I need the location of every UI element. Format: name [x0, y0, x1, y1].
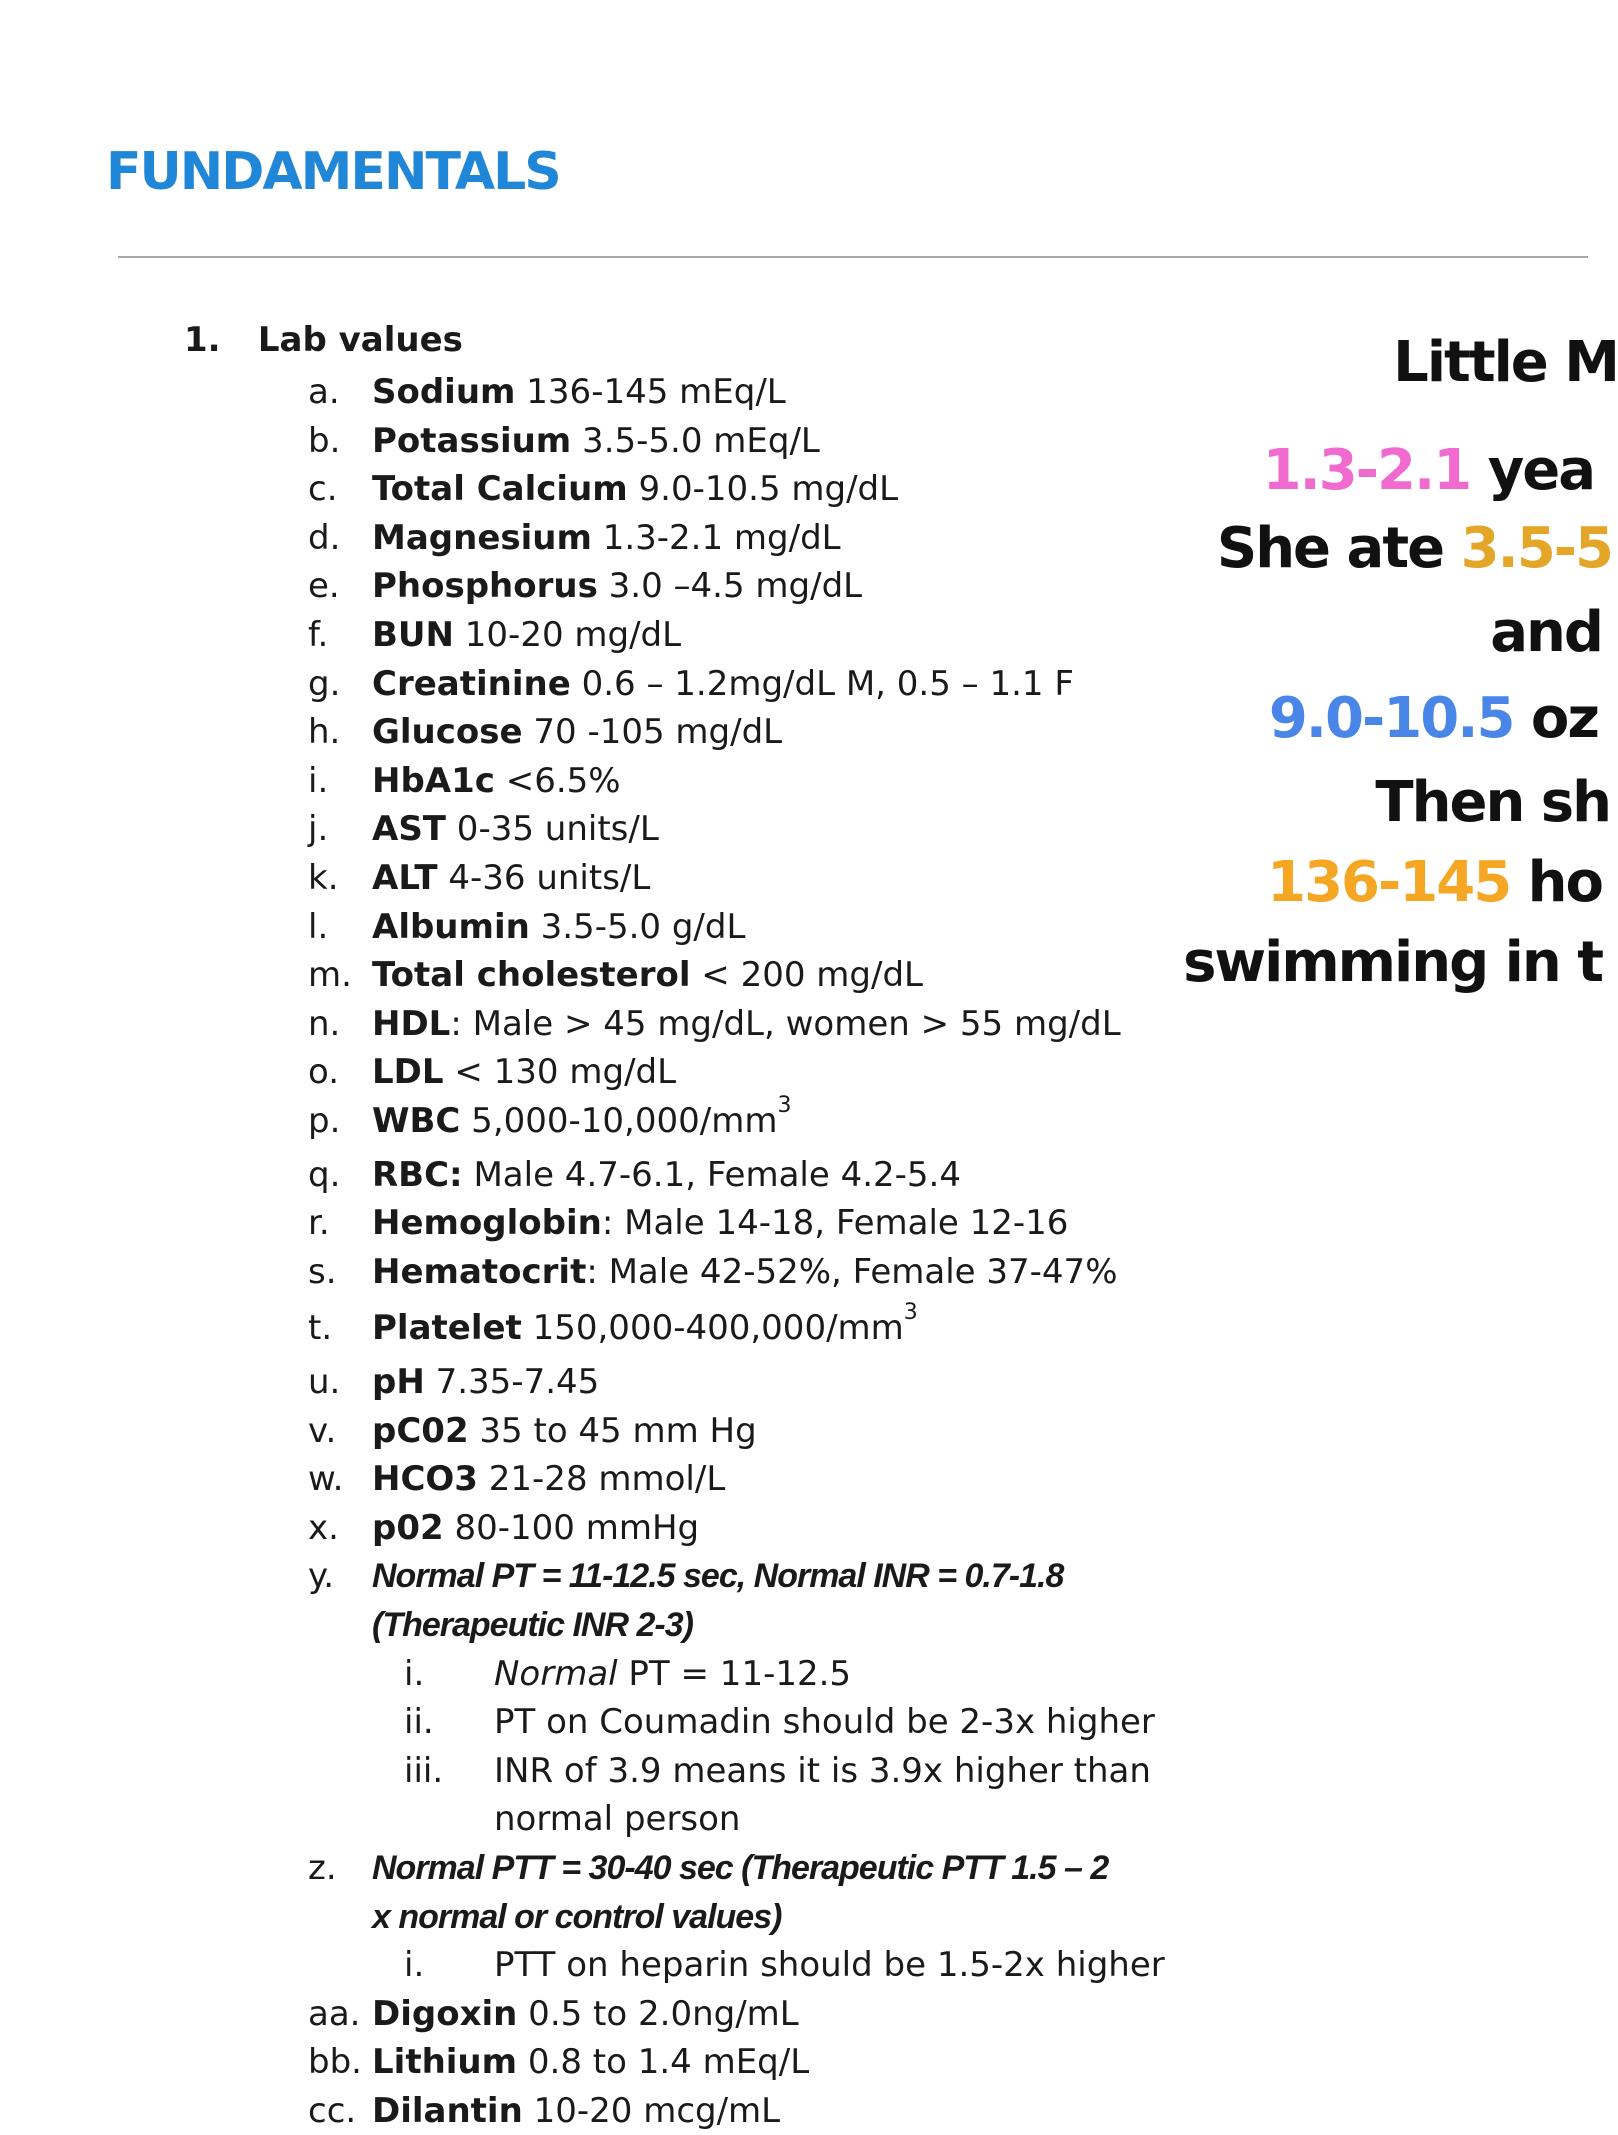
list-text [372, 1000, 1121, 1048]
lab-term: AST [372, 809, 446, 850]
list-text [372, 1093, 792, 1145]
lab-range: : Male 14-18, Female 12-16 [601, 1203, 1069, 1244]
list-marker: d. [308, 517, 341, 558]
list-marker: ii. [404, 1702, 434, 1743]
section-heading [184, 320, 463, 360]
lab-term: Digoxin [372, 1993, 518, 2034]
list-marker: y. [308, 1556, 335, 1597]
list-text [494, 1795, 740, 1843]
mnemonic-text: 9.0-10.5 [1268, 686, 1514, 751]
list-marker: o. [308, 1052, 340, 1093]
lab-term: BUN [372, 615, 454, 655]
lab-range: : Male > 45 mg/dL, women > 55 mg/dL [450, 1003, 1121, 1044]
list-text [372, 1844, 1108, 1892]
sub-text: normal person [494, 1799, 741, 1840]
list-text [494, 1650, 851, 1698]
mnemonic-line [1217, 516, 1612, 581]
mnemonic-text: yea [1470, 438, 1594, 503]
lab-term: Platelet [372, 1308, 522, 1349]
lab-term: Phosphorus [372, 566, 598, 607]
lab-term: Albumin [372, 906, 530, 947]
mnemonic-line [1393, 330, 1618, 395]
list-text [372, 417, 820, 465]
lab-range: : Male 42-52%, Female 37-47% [586, 1251, 1118, 1292]
list-marker: x. [308, 1507, 339, 1548]
list-text [372, 1048, 676, 1096]
list-text [372, 903, 745, 951]
lab-term: RBC: [372, 1154, 463, 1195]
list-text [372, 2087, 780, 2135]
sub-text: PT on Coumadin should be 2-3x higher [494, 1702, 1155, 1743]
lab-term: p02 [372, 1507, 444, 1548]
list-marker: r. [308, 1203, 330, 1244]
lab-term: Sodium [372, 372, 516, 412]
lab-term: pC02 [372, 1410, 469, 1451]
mnemonic-line [1263, 438, 1594, 503]
list-marker: m. [308, 955, 352, 996]
lab-range: 80-100 mmHg [443, 1507, 700, 1548]
mnemonic-text: oz [1513, 686, 1598, 751]
list-text [494, 1698, 1155, 1746]
lab-range: < 200 mg/dL [690, 955, 923, 996]
list-text [372, 514, 841, 562]
lab-term: LDL [372, 1052, 444, 1093]
lab-range: <6.5% [494, 760, 621, 801]
lab-range: 35 to 45 mm Hg [468, 1410, 757, 1451]
list-marker: k. [308, 858, 339, 898]
mnemonic-text: and [1490, 600, 1602, 665]
list-marker: p. [308, 1101, 341, 1141]
list-marker: c. [308, 469, 338, 510]
list-marker: i. [404, 1653, 425, 1694]
list-marker: q. [308, 1154, 341, 1195]
lab-range: 10-20 mg/dL [453, 615, 682, 655]
lab-term: Potassium [372, 420, 572, 461]
list-text [372, 1151, 961, 1199]
ptt-line2: x normal or control values) [372, 1897, 782, 1936]
list-text [372, 2038, 809, 2086]
sub-text: INR of 3.9 means it is 3.9x higher than [494, 1750, 1151, 1791]
lab-range: 9.0-10.5 mg/dL [627, 469, 899, 510]
superscript: 3 [777, 1093, 792, 1118]
list-marker: a. [308, 372, 340, 412]
list-marker: n. [308, 1003, 341, 1044]
list-marker: j. [308, 809, 329, 850]
lab-term: HDL [372, 1003, 451, 1044]
lab-range: 21-28 mmol/L [477, 1459, 726, 1500]
list-text [372, 1407, 757, 1455]
list-text [372, 757, 621, 805]
lab-range: 70 -105 mg/dL [522, 712, 783, 753]
superscript: 3 [903, 1300, 918, 1326]
lab-term: Glucose [372, 712, 523, 753]
lab-term: Hemoglobin [372, 1203, 602, 1244]
lab-range: < 130 mg/dL [443, 1052, 677, 1093]
lab-term: WBC [372, 1101, 461, 1141]
lab-range: Male 4.7-6.1, Female 4.2-5.4 [462, 1154, 961, 1195]
mnemonic-line [1375, 770, 1610, 835]
sub-italic: Normal [494, 1653, 618, 1694]
list-marker: h. [308, 712, 341, 753]
lab-term: Dilantin [372, 2091, 523, 2131]
list-text [372, 465, 898, 513]
list-text [372, 562, 862, 610]
mnemonic-text: swimming in t [1183, 930, 1602, 995]
list-text [372, 1552, 1063, 1600]
list-text [372, 1893, 781, 1941]
list-text [372, 611, 681, 659]
list-marker: iii. [404, 1750, 444, 1791]
mnemonic-text: 1.3-2.1 [1262, 438, 1471, 503]
list-marker: e. [308, 566, 340, 607]
list-text [372, 1990, 799, 2038]
sub-text: PT = 11-12.5 [617, 1653, 852, 1694]
list-text [372, 1601, 693, 1649]
list-marker: cc. [308, 2091, 357, 2131]
lab-range: 150,000-400,000/mm [521, 1308, 904, 1349]
lab-range: 7.35-7.45 [424, 1362, 600, 1402]
page-title: FUNDAMENTALS [106, 142, 560, 202]
list-marker: bb. [308, 2042, 362, 2083]
lab-term: Creatinine [372, 663, 571, 704]
list-text [372, 951, 923, 999]
list-marker: v. [308, 1410, 337, 1451]
list-marker: b. [308, 420, 341, 461]
section-number: 1. [184, 320, 221, 360]
lab-range: 5,000-10,000/mm [460, 1101, 778, 1141]
list-text [494, 1941, 1165, 1989]
lab-range: 136-145 mEq/L [515, 372, 786, 412]
list-text [372, 1199, 1068, 1247]
mnemonic-text: Then sh [1375, 770, 1610, 835]
list-marker: l. [308, 906, 329, 947]
lab-term: Magnesium [372, 517, 592, 558]
list-text [494, 1747, 1151, 1795]
ptt-line: Normal PTT = 30-40 sec (Therapeutic PTT 1.5 – 2 [372, 1849, 1109, 1887]
pt-inr-line2: (Therapeutic INR 2-3) [372, 1606, 693, 1644]
pt-inr-line: Normal PT = 11-12.5 sec, Normal INR = 0.7-1.8 [372, 1557, 1064, 1596]
list-marker: aa. [308, 1993, 361, 2034]
section-label: Lab values [257, 320, 463, 360]
mnemonic-text: 3.5-5 [1460, 516, 1612, 581]
mnemonic-line [1267, 850, 1602, 915]
lab-term: Total cholesterol [372, 955, 691, 996]
list-text [372, 1300, 918, 1352]
mnemonic-text: 136-145 [1267, 850, 1511, 915]
mnemonic-text: ho [1510, 850, 1602, 915]
lab-range: 4-36 units/L [437, 858, 651, 898]
lab-term: HbA1c [372, 760, 495, 801]
list-marker: w. [308, 1459, 344, 1500]
list-marker: i. [308, 760, 329, 801]
lab-term: HCO3 [372, 1459, 478, 1500]
list-marker: i. [404, 1945, 425, 1986]
lab-term: Hematocrit [372, 1251, 587, 1292]
lab-range: 3.0 –4.5 mg/dL [597, 566, 863, 607]
list-marker: u. [308, 1362, 341, 1402]
sub-text: PTT on heparin should be 1.5-2x higher [494, 1945, 1165, 1986]
mnemonic-text: She ate [1216, 516, 1461, 581]
lab-range: 0.6 – 1.2mg/dL M, 0.5 – 1.1 F [570, 663, 1074, 704]
lab-range: 3.5-5.0 mEq/L [571, 420, 820, 461]
lab-range: 0.8 to 1.4 mEq/L [517, 2042, 810, 2083]
horizontal-divider [118, 256, 1588, 258]
list-text [372, 1358, 599, 1406]
list-text [372, 708, 782, 756]
lab-range: 0-35 units/L [446, 809, 659, 850]
list-marker: f. [308, 615, 329, 655]
list-marker: g. [308, 663, 341, 704]
lab-term: ALT [372, 858, 438, 898]
mnemonic-text: Little M [1393, 330, 1618, 395]
mnemonic-line [1183, 930, 1602, 995]
list-text [372, 1504, 699, 1552]
list-text [372, 805, 659, 853]
list-text [372, 660, 1074, 708]
list-text [372, 368, 786, 416]
list-marker: t. [308, 1308, 333, 1349]
lab-term: Lithium [372, 2042, 518, 2083]
lab-range: 0.5 to 2.0ng/mL [517, 1993, 799, 2034]
list-marker: s. [308, 1251, 337, 1292]
lab-range: 10-20 mcg/mL [522, 2091, 781, 2131]
lab-range: 1.3-2.1 mg/dL [591, 517, 841, 558]
list-text [372, 1248, 1118, 1296]
mnemonic-line [1269, 686, 1598, 751]
lab-term: Total Calcium [372, 469, 628, 510]
mnemonic-panel [1183, 330, 1618, 1030]
mnemonic-line [1490, 600, 1602, 665]
list-marker: z. [308, 1848, 337, 1888]
lab-range: 3.5-5.0 g/dL [529, 906, 746, 947]
lab-term: pH [372, 1362, 425, 1402]
list-text [372, 1455, 725, 1503]
list-text [372, 854, 650, 902]
